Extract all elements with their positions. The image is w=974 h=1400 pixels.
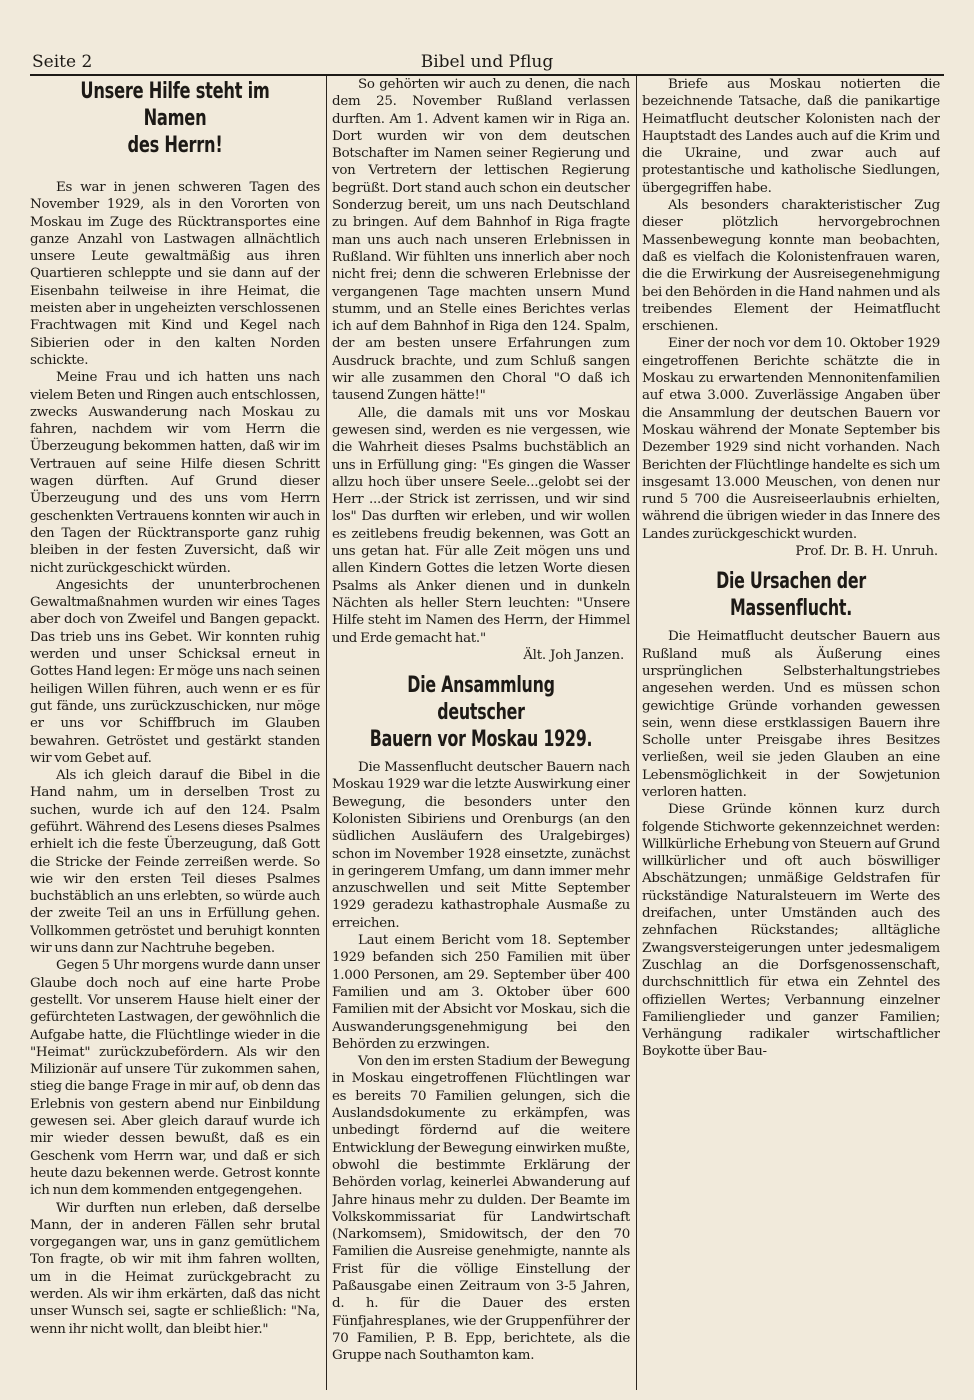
column-divider-2 xyxy=(636,76,637,1390)
article-1-paragraph: Es war in jenen schweren Tagen des November 1929, als in den Vororten von Moskau im Zuge des Rücktransportes eine ganze Anzahl von Lastwagen allnächtlich unsere Leute gewaltmäßig aus ihren Quartieren schleppte und sie dann auf der Eisenbahn teilweise in ihre Heimat, die meisten aber in ungeheizten verschlossenen Frachtwagen mit Kind und Kegel nach Sibierien oder in den kalten Norden schickte. xyxy=(30,180,320,368)
column-3 xyxy=(642,76,940,1380)
article-1-title: Unsere Hilfe steht im Namen des Herrn! xyxy=(80,79,270,158)
article-2-signature: Prof. Dr. B. H. Unruh. xyxy=(795,544,938,560)
article-2-paragraph: Einer der noch vor dem 10. Oktober 1929 eingetroffenen Berichte schätzte die in Moskau zu erwartenden Mennonitenfamilien auf etwa 3.000. Zuverlässige Angaben über die Ansammlung der deutschen Bauern vor Moskau während der Monate September bis Dezember 1929 sind nicht vorhanden. Nach Berichten der Flüchtlinge handelte es sich um insgesamt 13.000 Meuschen, von denen nur rund 5 700 die Ausreiseerlaubnis erhielten, während die übrigen wieder in das Innere des Landes zurückgeschickt wurden. xyxy=(642,336,940,542)
column-1 xyxy=(30,76,320,1380)
article-1-paragraph: Angesichts der ununterbrochenen Gewaltmaßnahmen wurden wir eines Tages aber doch von Zweifel und Bangen gepackt. Das trieb uns ins Gebet. Wir konnten ruhig werden und unser Schicksal erneut in Gottes Hand legen: Er möge uns nach seinen heiligen Willen führen, auch wenn er es für gut fände, uns zurückzuschicken, nur möge er uns vor Schiffbruch im Glauben bewahren. Getröstet und gestärkt standen wir vom Gebet auf. xyxy=(30,577,320,766)
column-2 xyxy=(332,76,630,1380)
page-number: Seite 2 xyxy=(32,52,93,72)
article-2-paragraph: Laut einem Bericht vom 18. September 1929 befanden sich 250 Familien mit über 1.000 Personen, am 29. September über 400 Familien und am 3. Oktober über 600 Familien mit der Absicht vor Moskau, sich die Auswanderungsgenehmigung bei den Behörden zu erzwingen. xyxy=(332,933,630,1052)
article-1-paragraph: Wir durften nun erleben, daß derselbe Mann, der in anderen Fällen sehr brutal vorgegangen war, uns in ganz gemütlichem Ton fragte, ob wir mit ihm fahren wollten, um in die Heimat zurückgebracht zu werden. Als wir ihm erkärten, daß das nicht unser Wunsch sei, sagte er schließlich: "Na, wenn ihr nicht wollt, dan bleibt hier." xyxy=(30,1200,320,1337)
article-2-paragraph: Briefe aus Moskau notierten die bezeichnende Tatsache, daß die panikartige Heimatflucht deutscher Kolonisten nach der Hauptstadt des Landes auch auf die Krim und die Ukraine, und zwar auch auf protestantische und katholische Siedlungen, übergegriffen habe. xyxy=(642,77,940,196)
article-1-paragraph: Als ich gleich darauf die Bibel in die Hand nahm, um in derselben Trost zu suchen, wurde ich auf den 124. Psalm geführt. Während des Lesens dieses Psalmes erhielt ich die feste Überzeugung, daß Gott die Stricke der Feinde zerreißen werde. So wie wir den ersten Teil dieses Psalmes buchstäblich an uns erlebten, so würde auch der zweite Teil an uns in Erfüllung gehen. Vollkommen getröstet und beruhigt konnten wir uns dann zur Nachtruhe begeben. xyxy=(30,768,320,957)
article-2-paragraph: Als besonders charakteristischer Zug dieser plötzlich hervorgebrochnen Massenbewegung konnte man beobachten, daß es vielfach die Kolonistenfrauen waren, die die Erwirkung der Ausreisegenehmigung bei den Behörden in die Hand nahmen und als treibendes Element der Heimatflucht erschienen. xyxy=(642,198,940,335)
article-2-paragraph: Von den im ersten Stadium der Bewegung in Moskau eingetroffenen Flüchtlingen war es bereits 70 Familien gelungen, sich die Auslandsdokumente zu erkämpfen, was unbedingt fördernd auf die weitere Entwicklung der Bewegung einwirken mußte, obwohl die bestimmte Erklärung der Behörden vorlag, keinerlei Abwanderung auf Jahre hinaus mehr zu dulden. Der Beamte im Volkskommissariat für Landwirtschaft (Narkomsem), Smidowitsch, der den 70 Familien die Ausreise genehmigte, nannte als Frist für die völlige Einstellung der Paßausgabe einen Zeitraum von 3-5 Jahren, d. h. für die Dauer des ersten Fünfjahresplanes, wie der Gruppenführer der 70 Familien, P. B. Epp, berichtete, als die Gruppe nach Southamton kam. xyxy=(332,1054,630,1364)
column-divider-1 xyxy=(326,76,327,1390)
article-1-signature: Ält. Joh Janzen. xyxy=(523,647,624,663)
article-1-paragraph: So gehörten wir auch zu denen, die nach dem 25. November Rußland verlassen durften. Am 1. Advent kamen wir in Riga an. Dort wurden wir von dem deutschen Botschafter im Namen seiner Regierung und von Vertretern der lettischen Regierung begrüßt. Dort stand auch schon ein deutscher Sonderzug bereit, um uns nach Deutschland zu bringen. Auf dem Bahnhof in Riga fragte man uns auch nach unseren Erlebnissen in Rußland. Wir fühlten uns innerlich aber noch nicht frei; denn die schweren Erlebnisse der vergangenen Tage machten unsern Mund stumm, und an Stelle eines Berichtes verlas ich auf dem Bahnhof in Riga den 124. Spalm, der am besten unsere Erfahrungen zum Ausdruck brachte, und zum Schluß sangen wir alle zusammen den Choral "O daß ich tausend Zungen hätte!" xyxy=(332,77,630,404)
article-1-paragraph: Alle, die damals mit uns vor Moskau gewesen sind, werden es nie vergessen, wie die Wahrheit dieses Psalms buchstäblich an uns in Erfüllung ging: "Es gingen die Wasser allzu hoch über unsere Seele...gelobt sei der Herr ...der Strick ist zerrissen, und wir sind los" Das durften wir erleben, und wir wollen es zeitlebens freudig bekennen, was Gott an uns getan hat. Für alle Zeit mögen uns und allen Kindern Gottes die letzen Worte diesen Psalms als Anker dienen und in dunkeln Nächten als heller Stern leuchten: "Unsere Hilfe steht im Namen des Herrn, der Himmel und Erde gemacht hat." xyxy=(332,405,630,646)
article-1-paragraph: Gegen 5 Uhr morgens wurde dann unser Glaube doch noch auf eine harte Probe gestellt. Vor unserem Hause hielt einer der gefürchteten Lastwagen, der gewöhnlich die Aufgabe hatte, die Flüchtlinge wieder in die "Heimat" zurückzubefördern. Als wir den Milizionär auf unsere Tür zukommen sahen, stieg die bange Frage in mir auf, ob denn das Erlebnis von gestern abend nur Einbildung gewesen sei. Aber gleich darauf wurde ich mir wieder dessen bewußt, daß es ein Geschenk vom Herrn war, und daß er sich heute dazu bekennen werde. Getrost konnte ich nun dem kommenden entgegengehen. xyxy=(30,958,320,1199)
article-1-paragraph: Meine Frau und ich hatten uns nach vielem Beten und Ringen auch entschlossen, zwecks Auswanderung nach Moskau zu fahren, nachdem wir vom Herrn die Überzeugung bekommen hatten, daß wir im Vertrauen auf seine Hilfe diesen Schritt wagen dürften. Auf Grund dieser Überzeugung und des uns vom Herrn geschenkten Vertrauens konnten wir auch in den Tagen der Rücktransporte ganz ruhig bleiben in der festen Zuversicht, daß wir nicht zurückgeschickt würden. xyxy=(30,370,320,576)
article-3-title: Die Ursachen der Massenflucht. xyxy=(716,569,866,622)
article-2-title: Die Ansammlung deutscher Bauern vor Moskau 1929. xyxy=(369,673,593,753)
masthead: Bibel und Pflug xyxy=(420,52,554,72)
article-2-paragraph: Die Massenflucht deutscher Bauern nach Moskau 1929 war die letzte Auswirkung einer Bewegung, die besonders unter den Kolonisten Sibiriens und Orenburgs (an den südlichen Ausläufern des Uralgebirges) schon im November 1928 einsetzte, zunächst in geringerem Umfang, um dann immer mehr anzuschwellen und seit Mitte September 1929 geradezu kathastrophale Ausmaße zu erreichen. xyxy=(332,760,630,931)
article-3-paragraph: Die Heimatflucht deutscher Bauern aus Rußland muß als Äußerung eines ursprünglichen Selbsterhaltungstriebes angesehen werden. Und es müssen schon gewichtige Gründe vorhanden gewessen sein, wenn diese erstklassigen Bauern ihre Scholle unter Preisgabe ihres Besitzes verließen, weil sie jeden Glauben an eine Lebensmöglichkeit in der Sowjetunion verloren hatten. xyxy=(642,629,940,800)
article-3-paragraph: Diese Gründe können kurz durch folgende Stichworte gekennzeichnet werden: Willkürliche Erhebung von Steuern auf Grund willkürlicher und oft auch böswilliger Abschätzungen; unmäßige Geldstrafen für rückständige Naturalsteuern im Werte des dreifachen, unter Umständen auch des zehnfachen Rückstandes; alltägliche Zwangsversteigerungen unter jedesmaligem Zuschlag an die Dorfsgenossenschaft, durchschnittlich für etwa ein Zehntel des offiziellen Wertes; Verbannung einzelner Familienglieder und ganzer Familien; Verhängung radikaler wirtschaftlicher Boykotte über Bau- xyxy=(642,802,940,1060)
